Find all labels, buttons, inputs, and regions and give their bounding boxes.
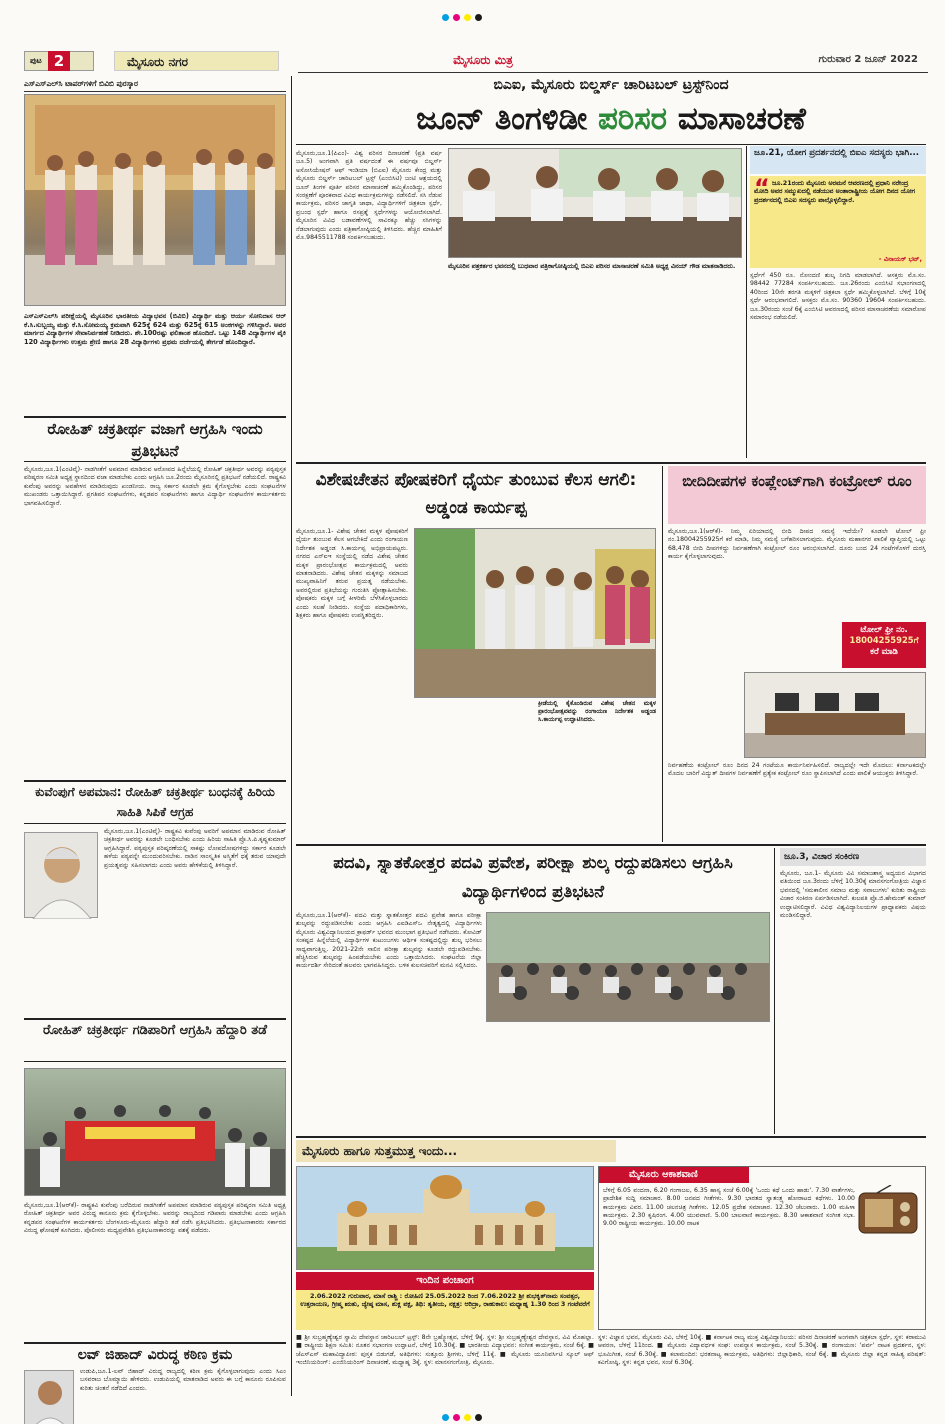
- award-group-photo: [25, 95, 286, 306]
- kuvempu-headline: ಕುವೆಂಪುಗೆ ಅಪಮಾನ: ರೋಹಿತ್ ಚಕ್ರತೀರ್ಥ ಬಂಧನಕ್ಕೆ ಹಿರಿಯ ಸಾಹಿತಿ ಸಿಪಿಕೆ ಆಗ್ರಹ: [24, 780, 286, 824]
- degree-body-col3: [630, 1026, 770, 1132]
- street-body: ಮೈಸೂರು,ಜೂ.1(ಆರ್‌ಕೆ)- ನಿಮ್ಮ ಏರಿಯಾದಲ್ಲಿ ಬೀದಿ ದೀಪದ ಸಮಸ್ಯೆ ಇದೆಯೇ? ಕೂಡಲೇ ಟೋಲ್ ಫ್ರೀ ನಂ.18004255925ಗೆ ಕರೆ ಮಾಡಿ, ನಿಮ್ಮ ಸಮಸ್ಯೆ ಬಗೆಹರಿಸಲಾಗುವುದು. ಮೈಸೂರು ಮಹಾನಗರ ಪಾಲಿಕೆ ವ್ಯಾಪ್ತಿಯಲ್ಲಿ ಒಟ್ಟು 68,478 ಬೀದಿ ದೀಪಗಳಿದ್ದು ನಿರ್ವಹಣೆಗಾಗಿ ಕಂಟ್ರೋಲ್ ರೂಂ ಆರಂಭಿಸಲಾಗಿದೆ. ದೂರು ಬಂದ 24 ಗಂಟೆಗಳೊಳಗೆ ದುರಸ್ತಿ ಕಾರ್ಯ ಕೈಗೊಳ್ಳಲಾಗುವುದು.: [668, 528, 926, 561]
- degree-body: ಮೈಸೂರು,ಜೂ.1(ಆರ್‌ಕೆ)- ಪದವಿ ಮತ್ತು ಸ್ನಾತಕೋತ್ತರ ಪದವಿ ಪ್ರವೇಶ ಹಾಗೂ ಪರೀಕ್ಷಾ ಶುಲ್ಕವನ್ನು ರದ್ದುಪಡಿಸಬೇಕು ಎಂದು ಆಗ್ರಹಿಸಿ ಎಐಡಿಎಸ್‌ಒ ನೇತೃತ್ವದಲ್ಲಿ ವಿದ್ಯಾರ್ಥಿಗಳು ಮೈಸೂರು ವಿಶ್ವವಿದ್ಯಾನಿಲಯದ ಕ್ರಾಫರ್ಡ್ ಭವನದ ಮುಂಭಾಗ ಪ್ರತಿಭಟನೆ ನಡೆಸಿದರು. ಕೋವಿಡ್ ಸಂಕಷ್ಟದ ಹಿನ್ನೆಲೆಯಲ್ಲಿ ವಿದ್ಯಾರ್ಥಿಗಳ ಕುಟುಂಬಗಳು ಆರ್ಥಿಕ ಸಂಕಷ್ಟದಲ್ಲಿದ್ದು ಶುಲ್ಕ ಭರಿಸಲು ಸಾಧ್ಯವಾಗುತ್ತಿಲ್ಲ. 2021-22ನೇ ಸಾಲಿನ ಪರೀಕ್ಷಾ ಶುಲ್ಕವನ್ನು ಕೂಡಲೇ ರದ್ದುಪಡಿಸಬೇಕು. ಹೆಚ್ಚಿಸಿರುವ ಶುಲ್ಕವನ್ನು ಹಿಂಪಡೆಯಬೇಕು ಎಂದು ಒತ್ತಾಯಿಸಿದರು. ಸಂಘಟನೆಯ ಜಿಲ್ಲಾ ಕಾರ್ಯದರ್ಶಿ ಸೇರಿದಂತೆ ಹಲವರು ಭಾಗವಹಿಸಿದ್ದರು. ಬಳಿಕ ಕುಲಸಚಿವರಿಗೆ ಮನವಿ ಸಲ್ಲಿಸಿದರು.: [296, 912, 482, 970]
- tollfree-label: ಟೋಲ್ ಫ್ರೀ ನಂ.: [860, 624, 908, 634]
- special-headline: ವಿಶೇಷಚೇತನ ಪೋಷಕರಿಗೆ ಧೈರ್ಯ ತುಂಬುವ ಕೆಲಸ ಆಗಲಿ: ಅಡ್ಡಂಡ ಕಾರ್ಯಪ್ಪ: [315, 470, 637, 518]
- radio-set-icon: [857, 1185, 919, 1237]
- column-rule-yoga: [746, 146, 747, 458]
- yoga-quote: ಜೂ.21ರಂದು ಮೈಸೂರು ಅರಮನೆ ಆವರಣದಲ್ಲಿ ಪ್ರಧಾನಿ ನರೇಂದ್ರ ಮೋದಿ ಅವರ ಸಮ್ಮುಖದಲ್ಲಿ ನಡೆಯುವ ಅಂತಾರಾಷ್ಟ್ರೀಯ ಯೋಗ ದಿನದ ಯೋಗ ಪ್ರದರ್ಶನದಲ್ಲಿ ಬಿಎಐ ಸದಸ್ಯರು ಪಾಲ್ಗೊಳ್ಳಲಿದ್ದಾರೆ.: [754, 179, 916, 204]
- special-caption: ಕ್ರೀಡೆಯಲ್ಲಿ ಕೈಕೊಂಡಿರುವ ವಿಶೇಷ ಚೇತನ ಮಕ್ಕಳ ಪ್ರಾರಂಭೋತ್ಸವವನ್ನು ರಂಗಾಯಣ ನಿರ್ದೇಶಕ ಅಡ್ಡಂಡ ಸಿ.ಕಾರ್ಯಪ್ಪ ಉದ್ಘಾಟಿಸಿದರು.: [538, 700, 656, 723]
- yoga-body: ಸ್ಪರ್ಧೆಗೆ 450 ರೂ. ನೋಂದಣಿ ಶುಲ್ಕ ನಿಗದಿ ಮಾಡಲಾಗಿದೆ. ಆಸಕ್ತರು ಮೊ.ಸಂ. 98442 77284 ಸಂಪರ್ಕಿಸಬಹುದು. ಜೂ.26ರಂದು ಎಂಬಿಸಿಟಿ ಸಭಾಂಗಣದಲ್ಲಿ 40ರಿಂದ 10ನೇ ತರಗತಿ ಮಕ್ಕಳಿಗೆ ಚಿತ್ರಕಲಾ ಸ್ಪರ್ಧೆ ಹಮ್ಮಿಕೊಳ್ಳಲಾಗಿದೆ. ಬೆಳಿಗ್ಗೆ 10ಕ್ಕೆ ಸ್ಪರ್ಧೆ ಆರಂಭವಾಗಲಿದೆ. ಆಸಕ್ತರು ಮೊ.ಸಂ. 90360 19604 ಸಂಪರ್ಕಿಸಬಹುದು. ಜೂ.30ರಂದು ಸಂಜೆ 6ಕ್ಕೆ ಎಂಬಿಸಿಟಿ ಆವರಣದಲ್ಲಿ ಪರಿಸರ ಮಾಸಾಚರಣೆಯ ಸಮಾರೋಪ ಸಮಾರಂಭ ನಡೆಯಲಿದೆ.: [750, 272, 926, 322]
- degree-photo: [486, 912, 770, 1022]
- today-title: ಮೈಸೂರು ಹಾಗೂ ಸುತ್ತಮುತ್ತ ಇಂದು...: [296, 1140, 616, 1162]
- print-registration-bottom: [440, 1406, 484, 1424]
- highway-protest-photo: [25, 1069, 286, 1196]
- page-label: ಪುಟ: [30, 56, 42, 65]
- degree-headline: ಪದವಿ, ಸ್ನಾತಕೋತ್ತರ ಪದವಿ ಪ್ರವೇಶ, ಪರೀಕ್ಷಾ ಶುಲ್ಕ ರದ್ದುಪಡಿಸಲು ಆಗ್ರಹಿಸಿ ವಿದ್ಯಾರ್ಥಿಗಳಿಂದ ಪ್ರತಿಭಟನೆ: [333, 853, 733, 901]
- env-body-col1: ಮೈಸೂರು,ಜೂ.1(ಪಿಎಂ)- ವಿಶ್ವ ಪರಿಸರ ದಿನಾಚರಣೆ (ಪ್ರತಿ ವರ್ಷ ಜೂ.5) ಅಂಗವಾಗಿ ಪ್ರತಿ ವರ್ಷದಂತೆ ಈ ವರ್ಷವೂ ಬಿಲ್ಡರ್ಸ್ ಅಸೋಸಿಯೇಷನ್ ಆಫ್ ಇಂಡಿಯಾ (ಬಿಎಐ) ಮೈಸೂರು ಕೇಂದ್ರ ಮತ್ತು ಮೈಸೂರು ಬಿಲ್ಡರ್ಸ್ ಚಾರಿಟಬಲ್ ಟ್ರಸ್ಟ್ (ಎಂಬಿಸಿಟಿ) ಜಂಟಿ ಆಶ್ರಯದಲ್ಲಿ ಜೂನ್ ತಿಂಗಳ ಪೂರ್ತಿ ಪರಿಸರ ಮಾಸಾಚರಣೆ ಹಮ್ಮಿಕೊಂಡಿದ್ದು, ಪರಿಸರ ಸಂರಕ್ಷಣೆಗೆ ಪೂರಕವಾದ ವಿವಿಧ ಕಾರ್ಯಕ್ರಮಗಳನ್ನು ನಡೆಸಲಿದೆ. ಸಸಿ ನೆಡುವ ಕಾರ್ಯಕ್ರಮ, ಪರಿಸರ ಜಾಗೃತಿ ಜಾಥಾ, ವಿದ್ಯಾರ್ಥಿಗಳಿಗೆ ಚಿತ್ರಕಲಾ ಸ್ಪರ್ಧೆ, ಪ್ರಬಂಧ ಸ್ಪರ್ಧೆ ಹಾಗೂ ರಸಪ್ರಶ್ನೆ ಸ್ಪರ್ಧೆಗಳನ್ನು ಆಯೋಜಿಸಲಾಗಿದೆ. ಮೈಸೂರಿನ ವಿವಿಧ ಬಡಾವಣೆಗಳಲ್ಲಿ ಸಾವಿರಕ್ಕೂ ಹೆಚ್ಚು ಸಸಿಗಳನ್ನು ನೆಡಲಾಗುವುದು ಎಂದು ಪತ್ರಿಕಾಗೋಷ್ಠಿಯಲ್ಲಿ ತಿಳಿಸಿದರು. ಹೆಚ್ಚಿನ ಮಾಹಿತಿಗೆ ಮೊ.9845511788 ಸಂಪರ್ಕಿಸಬಹುದು.: [296, 150, 442, 242]
- left-column: [24, 76, 286, 1396]
- rohith1-headline: ರೋಹಿತ್ ಚಕ್ರತೀರ್ಥ ವಜಾಗೆ ಆಗ್ರಹಿಸಿ ಇಂದು ಪ್ರತಿಭಟನೆ: [24, 416, 286, 462]
- radio-title: ಮೈಸೂರು ಆಕಾಶವಾಣಿ: [599, 1167, 749, 1183]
- env-body-col3: [598, 302, 742, 458]
- env-headline-part2: ಮಾಸಾಚರಣೆ: [677, 101, 806, 137]
- bvb-kicker: ಎಸ್‌ಎಸ್‌ಎಲ್‌ಸಿ ಟಾಪರ್‌ಗಳಿಗೆ ಬಿವಿಬಿ ಪುರಸ್ಕಾರ: [24, 79, 286, 92]
- kuvempu-body-cont: [24, 932, 286, 1012]
- yoga-quote-box: [750, 176, 926, 268]
- yoga-quote-author: - ವಿನಾಯಕ್ ಭಟ್,: [878, 255, 922, 263]
- rohith2-body: ಮೈಸೂರು,ಜೂ.1(ಆರ್‌ಕೆ)- ರಾಷ್ಟ್ರಕವಿ ಕುವೆಂಪು ಬರೆದಿರುವ ನಾಡಗೀತೆಗೆ ಅಪಮಾನ ಮಾಡಿರುವ ಪಠ್ಯಪುಸ್ತಕ ಪರಿಷ್ಕರಣ ಸಮಿತಿ ಅಧ್ಯಕ್ಷ ರೋಹಿತ್ ಚಕ್ರತೀರ್ಥ ಅವರ ವಿರುದ್ಧ ಕಾನೂನು ಕ್ರಮ ಕೈಗೊಳ್ಳಬೇಕು. ಅವರನ್ನು ರಾಜ್ಯದಿಂದ ಗಡಿಪಾರು ಮಾಡಬೇಕು ಎಂದು ಆಗ್ರಹಿಸಿ ಕನ್ನಡಪರ ಸಂಘಟನೆಗಳ ಕಾರ್ಯಕರ್ತರು ಬೆಂಗಳೂರು-ಮೈಸೂರು ಹೆದ್ದಾರಿ ತಡೆ ನಡೆಸಿ ಪ್ರತಿಭಟಿಸಿದರು. ಪ್ರತಿಭಟನಾಕಾರರು ಸರ್ಕಾರದ ವಿರುದ್ಧ ಘೋಷಣೆ ಕೂಗಿದರು. ಪೊಲೀಸರು ಮಧ್ಯಪ್ರವೇಶಿಸಿ ಪ್ರತಿಭಟನಾಕಾರರನ್ನು ವಶಕ್ಕೆ ಪಡೆದರು.: [24, 1202, 286, 1235]
- tollfree-cta: ಕರೆ ಮಾಡಿ: [870, 646, 898, 656]
- rohith1-body: ಮೈಸೂರು,ಜೂ.1(ಎಂಟಿವೈ)- ನಾಡಗೀತೆಗೆ ಅಪಮಾನ ಮಾಡಿರುವ ಆರೋಪದ ಹಿನ್ನೆಲೆಯಲ್ಲಿ ರೋಹಿತ್ ಚಕ್ರತೀರ್ಥ ಅವರನ್ನು ಪಠ್ಯಪುಸ್ತಕ ಪರಿಷ್ಕರಣ ಸಮಿತಿ ಅಧ್ಯಕ್ಷ ಸ್ಥಾನದಿಂದ ವಜಾ ಮಾಡಬೇಕು ಎಂದು ಆಗ್ರಹಿಸಿ ಜೂ.2ರಂದು ಮೈಸೂರಿನಲ್ಲಿ ಪ್ರತಿಭಟನೆ ನಡೆಯಲಿದೆ. ರಾಷ್ಟ್ರಕವಿ ಕುವೆಂಪು ಅವರನ್ನು ಅವಹೇಳನ ಮಾಡಿರುವುದು ಖಂಡನೀಯ. ರಾಜ್ಯ ಸರ್ಕಾರ ಕೂಡಲೇ ಕ್ರಮ ಕೈಗೊಳ್ಳಬೇಕು ಎಂದು ಸಂಘಟನೆಗಳ ಮುಖಂಡರು ಒತ್ತಾಯಿಸಿದ್ದಾರೆ. ಪ್ರಗತಿಪರ ಸಂಘಟನೆಗಳು, ಕನ್ನಡಪರ ಸಂಘಟನೆಗಳು ಹಾಗೂ ವಿದ್ಯಾರ್ಥಿ ಸಂಘಟನೆಗಳ ಕಾರ್ಯಕರ್ತರು ಭಾಗವಹಿಸಲಿದ್ದಾರೆ.: [24, 466, 286, 507]
- column-rule-vichara: [774, 848, 775, 1134]
- bvb-body: ಎಸ್‌ಎಸ್‌ಎಲ್‌ಸಿ ಪರೀಕ್ಷೆಯಲ್ಲಿ ಮೈಸೂರಿನ ಭಾರತೀಯ ವಿದ್ಯಾಭವನ (ಬಿವಿಬಿ) ವಿದ್ಯಾರ್ಥಿ ಮತ್ತು ಆರ್ಯ ಸೋನಿದಾಸ ಆರ್ ಕೆ.ಸಿ.ಸುಬ್ಬಯ್ಯ ಮತ್ತು ಕೆ.ಸಿ.ಸೋಮಯ್ಯ ಕ್ರಮವಾಗಿ 625ಕ್ಕೆ 624 ಮತ್ತು 625ಕ್ಕೆ 615 ಅಂಕಗಳನ್ನು ಗಳಿಸಿದ್ದಾರೆ. ಅವರ ಮಾರ್ಗದ ವಿದ್ಯಾರ್ಥಿಗಳ ಸೇವಾನಿರ್ವಹಣೆ ನೀಡಿದರು. ಶೇ.100ರಷ್ಟು ಫಲಿತಾಂಶ ಹೊಂದಿದೆ. ಒಟ್ಟು 148 ವಿದ್ಯಾರ್ಥಿಗಳ ಪೈಕಿ 120 ವಿದ್ಯಾರ್ಥಿಗಳು ಉತ್ತಮ ಶ್ರೇಣಿ ಹಾಗೂ 28 ವಿದ್ಯಾರ್ಥಿಗಳು ಪ್ರಥಮ ದರ್ಜೆಯಲ್ಲಿ ತೇರ್ಗಡೆ ಹೊಂದಿದ್ದಾರೆ.: [24, 312, 286, 346]
- panchanga-title: ಇಂದಿನ ಪಂಚಾಂಗ: [296, 1272, 594, 1290]
- control-room-image: [745, 673, 926, 758]
- student-protest-photo: [487, 913, 770, 1022]
- masthead: [18, 48, 928, 72]
- special-photo: [414, 528, 656, 698]
- special-body: ಮೈಸೂರು,ಜೂ.1- ವಿಶೇಷ ಚೇತನ ಮಕ್ಕಳ ಪೋಷಕರಿಗೆ ಧೈರ್ಯ ತುಂಬುವ ಕೆಲಸ ಆಗಬೇಕಿದೆ ಎಂದು ರಂಗಾಯಣ ನಿರ್ದೇಶಕ ಅಡ್ಡಂಡ ಸಿ.ಕಾರ್ಯಪ್ಪ ಅಭಿಪ್ರಾಯಪಟ್ಟರು. ನಗರದ ಎನ್‌ಐಇ ಸಂಸ್ಥೆಯಲ್ಲಿ ನಡೆದ ವಿಶೇಷ ಚೇತನ ಮಕ್ಕಳ ಪ್ರಾರಂಭೋತ್ಸವ ಕಾರ್ಯಕ್ರಮದಲ್ಲಿ ಅವರು ಮಾತನಾಡಿದರು. ವಿಶೇಷ ಚೇತನ ಮಕ್ಕಳನ್ನು ಸಮಾಜದ ಮುಖ್ಯವಾಹಿನಿಗೆ ತರುವ ಪ್ರಯತ್ನ ನಡೆಯಬೇಕು. ಅವರಲ್ಲಿರುವ ಪ್ರತಿಭೆಯನ್ನು ಗುರುತಿಸಿ ಪ್ರೋತ್ಸಾಹಿಸಬೇಕು. ಪೋಷಕರು ಮಕ್ಕಳ ಬಗ್ಗೆ ಕೀಳರಿಮೆ ಬೆಳೆಸಿಕೊಳ್ಳಬಾರದು ಎಂದು ಸಲಹೆ ನೀಡಿದರು. ಸಂಸ್ಥೆಯ ಪದಾಧಿಕಾರಿಗಳು, ಶಿಕ್ಷಕರು ಹಾಗೂ ಪೋಷಕರು ಉಪಸ್ಥಿತರಿದ್ದರು.: [296, 528, 408, 620]
- env-headline: [296, 96, 926, 142]
- env-headline-green: ಪರಿಸರ: [597, 101, 668, 137]
- quote-mark-icon: “: [754, 176, 770, 202]
- author-portrait: [25, 833, 99, 919]
- event-photo: [415, 529, 656, 698]
- yoga-box: [750, 146, 926, 458]
- column-rule-street: [662, 466, 663, 842]
- rohith2-headline: ರೋಹಿತ್ ಚಕ್ರತೀರ್ಥ ಗಡಿಪಾರಿಗೆ ಆಗ್ರಹಿಸಿ ಹೆದ್ದಾರಿ ತಡೆ: [24, 1018, 286, 1062]
- bvb-photo: [24, 94, 286, 306]
- degree-body-col2: [486, 1026, 626, 1132]
- tollfree-number: 18004255925ಗೆ: [849, 635, 919, 645]
- palace-photo: [296, 1166, 594, 1270]
- env-body-col2: [448, 302, 594, 458]
- env-headline-part1: ಜೂನ್ ತಿಂಗಳಿಡೀ: [416, 101, 588, 137]
- control-room-photo: [744, 672, 926, 758]
- listings-right: ಸ್ಥಳ: ವಿಜ್ಞಾನ ಭವನ, ಮೈಸೂರು ವಿವಿ, ಬೆಳಿಗ್ಗೆ 10ಕ್ಕೆ. ■ ಕರ್ನಾಟಕ ರಾಜ್ಯ ಮುಕ್ತ ವಿಶ್ವವಿದ್ಯಾನಿಲಯ: ಪರಿಸರ ದಿನಾಚರಣೆ ಅಂಗವಾಗಿ ಚಿತ್ರಕಲಾ ಸ್ಪರ್ಧೆ, ಸ್ಥಳ: ಕರಾಮುವಿ ಆವರಣ, ಬೆಳಿಗ್ಗೆ 11ರಿಂದ. ■ ಮೈಸೂರು ವಿದ್ಯಾವರ್ಧಕ ಸಂಘ: ಉಪನ್ಯಾಸ ಕಾರ್ಯಕ್ರಮ, ಸಂಜೆ 5.30ಕ್ಕೆ. ■ ರಂಗಾಯಣ: 'ಪರ್ವ' ನಾಟಕ ಪ್ರದರ್ಶನ, ಸ್ಥಳ: ಭೂಮಿಗೀತ, ಸಂಜೆ 6.30ಕ್ಕೆ. ■ ಕಲಾಮಂದಿರ: ಭರತನಾಟ್ಯ ಕಾರ್ಯಕ್ರಮ, ಅತಿಥಿಗಳು: ಜಿಲ್ಲಾಧಿಕಾರಿ, ಸಂಜೆ 6ಕ್ಕೆ. ■ ಮೈಸೂರು ಜಿಲ್ಲಾ ಕನ್ನಡ ಸಾಹಿತ್ಯ ಪರಿಷತ್: ಕವಿಗೋಷ್ಠಿ, ಸ್ಥಳ: ಕನ್ನಡ ಭವನ, ಸಂಜೆ 6.30ಕ್ಕೆ.: [598, 1334, 926, 1367]
- vichara-headline: ಜೂ.3, ವಿಚಾರ ಸಂಕಿರಣ: [780, 848, 926, 866]
- paper-name: ಮೈಸೂರು ಮಿತ್ರ: [453, 53, 513, 67]
- special-body-col3: [538, 742, 656, 838]
- love-jihad-headline: ಲವ್ ಜಿಹಾದ್ ವಿರುದ್ಧ ಕಠಿಣ ಕ್ರಮ: [24, 1342, 286, 1366]
- radio-text: ಬೆಳಿಗ್ಗೆ 6.05 ವಂದನಾ, 6.20 ಗಂಗಾಜಲ, 6.35 ಹಾಸ್ಯ ಸಂಜೆ 6.00ಕ್ಕೆ 'ಒಂದು ಕಥೆ ಒಂದು ಹಾಡು'. 7.30 ವಾರ್ತೆಗಳು, ಪ್ರಾದೇಶಿಕ ಸುದ್ದಿ ಸಮಾಚಾರ. 8.00 ಜನಪದ ಗೀತೆಗಳು. 9.30 ಭಾರತದ ಸ್ವಾತಂತ್ರ್ಯ ಹೋರಾಟದ ಕಥೆಗಳು. 10.00 ಕಾರ್ಯಕ್ರಮ ವಿವರ. 11.00 ಚಲನಚಿತ್ರ ಗೀತೆಗಳು. 12.05 ಪ್ರದೇಶ ಸಮಾಚಾರ. 12.30 ಚೆಲುವಾರು. 1.00 ಮಹಿಳಾ ಕಾರ್ಯಕ್ರಮ. 2.30 ಕೃಷಿರಂಗ. 4.00 ಯುವವಾಣಿ. 5.00 ಬಾಲವಾಣಿ ಕಾರ್ಯಕ್ರಮ. 8.30 ಆಕಾಶವಾಣಿ ಸಂಗೀತ ಸಭಾ. 9.00 ರಾಷ್ಟ್ರೀಯ ಕಾರ್ಯಕ್ರಮ. 10.00 ನಾಟಕ: [603, 1187, 855, 1228]
- listings-left: ■ ಶ್ರೀ ಸುಬ್ರಹ್ಮಣ್ಯೇಶ್ವರ ಸ್ವಾಮಿ ದೇವಸ್ಥಾನ ಚಾರಿಟಬಲ್ ಟ್ರಸ್ಟ್: 8ನೇ ಬ್ರಹ್ಮೋತ್ಸವ, ಬೆಳಿಗ್ಗೆ 9ಕ್ಕೆ. ಸ್ಥಳ: ಶ್ರೀ ಸುಬ್ರಹ್ಮಣ್ಯೇಶ್ವರ ದೇವಸ್ಥಾನ, ವಿವಿ ಮೊಹಲ್ಲಾ. ■ ರಾಷ್ಟ್ರೀಯ ಶಿಕ್ಷಣ ಸಮಿತಿ: ನೂತನ ಸಭಾಂಗಣ ಉದ್ಘಾಟನೆ, ಬೆಳಿಗ್ಗೆ 10.30ಕ್ಕೆ. ■ ಭಾರತೀಯ ವಿದ್ಯಾಭವನ: ಸಂಗೀತ ಕಾರ್ಯಕ್ರಮ, ಸಂಜೆ 6ಕ್ಕೆ. ■ ಜೆಎಸ್‌ಎಸ್ ಮಹಾವಿದ್ಯಾಪೀಠ: ಪುಸ್ತಕ ಬಿಡುಗಡೆ, ಅತಿಥಿಗಳು: ಸುತ್ತೂರು ಶ್ರೀಗಳು, ಬೆಳಿಗ್ಗೆ 11ಕ್ಕೆ. ■ ಮೈಸೂರು ಯೂನಿವರ್ಸಿಟಿ ಸ್ಕೂಲ್ ಆಫ್ ಇಂಜಿನಿಯರಿಂಗ್: ಎಂಜಿನಿಯರಿಂಗ್ ದಿನಾಚರಣೆ, ಮಧ್ಯಾಹ್ನ 3ಕ್ಕೆ. ಸ್ಥಳ: ಮಾನಸಗಂಗೋತ್ರಿ, ಮೈಸೂರು.: [296, 1334, 594, 1367]
- mid-rule: [296, 844, 926, 846]
- panchanga-text: 2.06.2022 ಗುರುವಾರ, ಮಾಸೆ ರಾಶ್ಚಿ : ರೋಹಿಣಿ 25.05.2022 ರಿಂದ 7.06.2022 ಶ್ರೀ ಶುಭಕೃತ್‌ನಾಮ ಸಂವತ್ಸರ, ಉತ್ತರಾಯಣ, ಗ್ರೀಷ್ಮ ಋತು, ಜ್ಯೇಷ್ಠ ಮಾಸ, ಶುಕ್ಲ ಪಕ್ಷ, ತಿಥಿ: ತೃತೀಯ, ನಕ್ಷತ್ರ: ಆರಿದ್ರಾ, ರಾಹುಕಾಲ: ಮಧ್ಯಾಹ್ನ 1.30 ರಿಂದ 3 ಗಂಟೆವರೆಗೆ: [296, 1290, 594, 1330]
- special-body-col2: [414, 702, 532, 838]
- section-name: ಮೈಸೂರು ನಗರ: [114, 51, 279, 71]
- street-body2: ನಿರ್ವಹಣೆಯ ಕಂಟ್ರೋಲ್ ರೂಂ ದಿನದ 24 ಗಂಟೆಯೂ ಕಾರ್ಯನಿರ್ವಹಿಸಲಿದೆ. ರಾಜ್ಯದಲ್ಲೇ ಇದೇ ಮೊದಲು: ಕರ್ನಾಟಕದಲ್ಲೇ ಮೊದಲ ಬಾರಿಗೆ ವಿದ್ಯುತ್ ದೀಪಗಳ ನಿರ್ವಹಣೆಗೆ ಪ್ರತ್ಯೇಕ ಕಂಟ್ರೋಲ್ ರೂಂ ಸ್ಥಾಪಿಸಲಾಗಿದೆ ಎಂದು ಪಾಲಿಕೆ ಆಯುಕ್ತರು ತಿಳಿಸಿದ್ದಾರೆ.: [668, 762, 926, 778]
- rohith2-photo: [24, 1068, 286, 1196]
- yoga-headline: ಜೂ.21, ಯೋಗ ಪ್ರದರ್ಶನದಲ್ಲಿ ಬಿಐಎ ಸದಸ್ಯರು ಭಾಗಿ...: [750, 146, 926, 174]
- street-body-left: [668, 672, 738, 758]
- page-label-box: [24, 51, 94, 71]
- env-photo: [448, 148, 742, 258]
- cm-portrait: [25, 1371, 75, 1424]
- cm-photo: [24, 1370, 74, 1424]
- press-meet-photo: [449, 149, 742, 258]
- env-rule: [296, 144, 926, 145]
- masthead-rule: [298, 72, 928, 73]
- radio-box: [598, 1166, 926, 1330]
- kuvempu-body: ಮೈಸೂರು,ಜೂ.1(ಎಂಟಿವೈ)- ರಾಷ್ಟ್ರಕವಿ ಕುವೆಂಪು ಅವರಿಗೆ ಅಪಮಾನ ಮಾಡಿರುವ ರೋಹಿತ್ ಚಕ್ರತೀರ್ಥ ಅವರನ್ನು ಕೂಡಲೇ ಬಂಧಿಸಬೇಕು ಎಂದು ಹಿರಿಯ ಸಾಹಿತಿ ಪ್ರೊ.ಸಿ.ಪಿ.ಕೃಷ್ಣಕುಮಾರ್ ಆಗ್ರಹಿಸಿದ್ದಾರೆ. ಪಠ್ಯಪುಸ್ತಕ ಪರಿಷ್ಕರಣೆಯಲ್ಲಿ ಸಾಕಷ್ಟು ಲೋಪದೋಷಗಳಿದ್ದು ಸರ್ಕಾರ ಕೂಡಲೇ ಹಳೆಯ ಪಠ್ಯವನ್ನೇ ಮುಂದುವರಿಸಬೇಕು. ನಾಡಿನ ಸಾಂಸ್ಕೃತಿಕ ಅಸ್ಮಿತೆಗೆ ಧಕ್ಕೆ ತರುವ ಯಾವುದೇ ಪ್ರಯತ್ನವನ್ನು ಸಹಿಸಲಾಗದು ಎಂದು ಅವರು ಹೇಳಿಕೆಯಲ್ಲಿ ತಿಳಿಸಿದ್ದಾರೆ.: [104, 828, 286, 869]
- today-top-rule: [296, 1136, 926, 1138]
- kuvempu-photo: [24, 832, 98, 918]
- page-number: 2: [48, 51, 70, 71]
- love-jihad-body: ಉಡುಪಿ,ಜೂ.1-ಲವ್ ಜಿಹಾದ್ ವಿರುದ್ಧ ರಾಜ್ಯದಲ್ಲಿ ಕಠಿಣ ಕ್ರಮ ಕೈಗೊಳ್ಳಲಾಗುವುದು ಎಂದು ಸಿಎಂ ಬಸವರಾಜ ಬೊಮ್ಮಾಯಿ ಹೇಳಿದರು. ಉಡುಪಿಯಲ್ಲಿ ಮಾತನಾಡಿದ ಅವರು ಈ ಬಗ್ಗೆ ಕಾನೂನು ರೂಪಿಸುವ ಕುರಿತು ಚಿಂತನೆ ನಡೆದಿದೆ ಎಂದರು.: [80, 1368, 286, 1392]
- issue-date: ಗುರುವಾರ 2 ಜೂನ್ 2022: [818, 54, 918, 65]
- vichara-body: ಮೈಸೂರು, ಜೂ.1- ಮೈಸೂರು ವಿವಿ ಸಮಾಜಶಾಸ್ತ್ರ ಅಧ್ಯಯನ ವಿಭಾಗದ ವತಿಯಿಂದ ಜೂ.3ರಂದು ಬೆಳಿಗ್ಗೆ 10.30ಕ್ಕೆ ಮಾನಸಗಂಗೋತ್ರಿಯ ವಿಜ್ಞಾನ ಭವನದಲ್ಲಿ 'ಸಮಕಾಲೀನ ಸಮಾಜ ಮತ್ತು ಸವಾಲುಗಳು' ಕುರಿತು ರಾಷ್ಟ್ರೀಯ ವಿಚಾರ ಸಂಕಿರಣ ಏರ್ಪಡಿಸಲಾಗಿದೆ. ಕುಲಪತಿ ಪ್ರೊ.ಜಿ.ಹೇಮಂತ್ ಕುಮಾರ್ ಉದ್ಘಾಟಿಸಲಿದ್ದಾರೆ. ವಿವಿಧ ವಿಶ್ವವಿದ್ಯಾನಿಲಯಗಳ ಪ್ರಾಧ್ಯಾಪಕರು ವಿಷಯ ಮಂಡಿಸಲಿದ್ದಾರೆ.: [780, 870, 926, 920]
- mysore-palace-image: [297, 1167, 594, 1270]
- env-caption: ಮೈಸೂರಿನ ಪತ್ರಕರ್ತರ ಭವನದಲ್ಲಿ ಬುಧವಾರ ಪತ್ರಿಕಾಗೋಷ್ಠಿಯಲ್ಲಿ ಬಿಎಐ ಪರಿಸರ ಮಾಸಾಚರಣೆ ಸಮಿತಿ ಅಧ್ಯಕ್ಷ ವಿನಯ್ ಗೌಡ ಮಾತನಾಡಿದರು.: [448, 262, 736, 270]
- print-registration-top: [440, 6, 484, 25]
- column-rule-left: [291, 76, 292, 1396]
- tollfree-box: [842, 622, 926, 668]
- street-headline: ಬೀದಿದೀಪಗಳ ಕಂಪ್ಲೇಂಟ್‌ಗಾಗಿ ಕಂಟ್ರೋಲ್ ರೂಂ: [668, 466, 926, 524]
- street-body-mid: [668, 624, 836, 668]
- env-bottom-rule: [296, 462, 926, 464]
- radio-icon: [857, 1185, 919, 1237]
- env-kicker: ಬಿಎಐ, ಮೈಸೂರು ಬಿಲ್ಡರ್ಸ್ ಚಾರಿಟಬಲ್ ಟ್ರಸ್ಟ್‌ನಿಂದ: [493, 77, 729, 93]
